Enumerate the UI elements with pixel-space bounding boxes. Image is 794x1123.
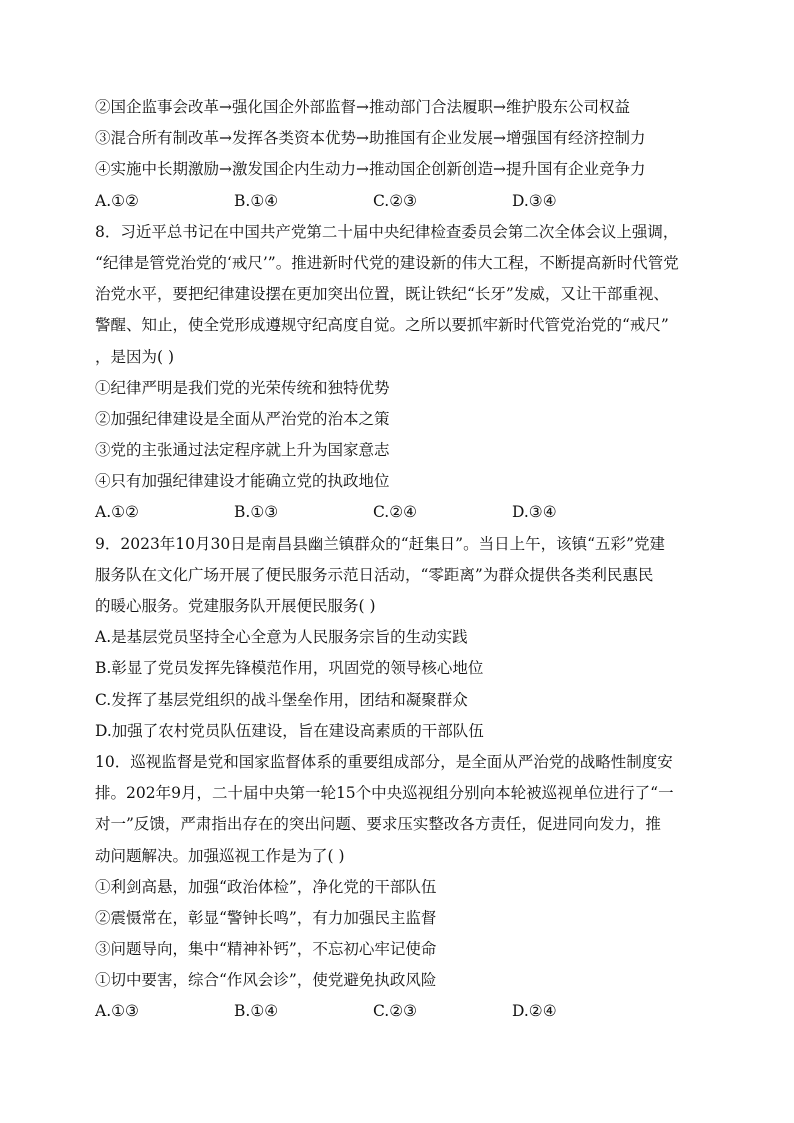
q10-statement-1: ①利剑高悬，加强“政治体检”，净化党的干部队伍	[95, 877, 437, 896]
q10-stem-line-1: 10．巡视监督是党和国家监督体系的重要组成部分，是全面从严治党的战略性制度安	[95, 752, 673, 771]
q8-stem-line-2: “纪律是管党治党的‘戒尺’”。推进新时代党的建设新的伟大工程，不断提高新时代管党	[95, 253, 679, 272]
q7-option-b: B.①④	[234, 191, 279, 210]
q10-option-a: A.①③	[95, 1002, 139, 1021]
q8-statement-2: ②加强纪律建设是全面从严治党的治本之策	[95, 409, 390, 428]
q9-stem-line-2: 服务队在文化广场开展了便民服务示范日活动，“零距离”为群众提供各类利民惠民	[95, 565, 654, 584]
q10-option-d: D.②④	[512, 1002, 557, 1021]
q9-choice-c: C.发挥了基层党组织的战斗堡垒作用，团结和凝聚群众	[95, 690, 468, 709]
q7-option-c: C.②③	[373, 191, 418, 210]
q8-statement-1: ①纪律严明是我们党的光荣传统和独特优势	[95, 378, 390, 397]
q8-option-b: B.①③	[234, 503, 279, 522]
q8-stem-line-5: ，是因为( )	[95, 347, 175, 366]
q10-stem-line-4: 动问题解决。加强巡视工作是为了( )	[95, 846, 345, 865]
q7-option-d: D.③④	[512, 191, 557, 210]
q8-option-d: D.③④	[512, 503, 557, 522]
q10-options	[95, 996, 705, 1027]
q8-options	[95, 497, 705, 528]
q10-statement-3: ③问题导向，集中“精神补钙”，不忘初心牢记使命	[95, 940, 437, 959]
q9-choice-a: A.是基层党员坚持全心全意为人民服务宗旨的生动实践	[95, 628, 468, 647]
q10-stem-line-2: 排。202年9月，二十届中央第一轮15个中央巡视组分别向本轮被巡视单位进行了“一	[95, 784, 674, 803]
q8-stem-line-3: 治党水平，要把纪律建设摆在更加突出位置，既让铁纪“长牙”发威，又让干部重视、	[95, 285, 669, 304]
q9-choice-b: B.彰显了党员发挥先锋模范作用，巩固党的领导核心地位	[95, 659, 484, 678]
q8-statement-4: ④只有加强纪律建设才能确立党的执政地位	[95, 472, 390, 491]
q9-choice-d: D.加强了农村党员队伍建设，旨在建设高素质的干部队伍	[95, 721, 484, 740]
q7-option-a: A.①②	[95, 191, 139, 210]
q10-statement-4: ①切中要害，综合“作风会诊”，使党避免执政风险	[95, 971, 437, 990]
q10-option-b: B.①④	[234, 1002, 279, 1021]
q8-stem-line-1: 8．习近平总书记在中国共产党第二十届中央纪律检查委员会第二次全体会议上强调，	[95, 222, 679, 241]
q8-option-c: C.②④	[373, 503, 418, 522]
q10-option-c: C.②③	[373, 1002, 418, 1021]
q9-stem-line-3: 的暖心服务。党建服务队开展便民服务( )	[95, 597, 376, 615]
q10-stem-line-3: 对一”反馈，严肃指出存在的突出问题、要求压实整改各方责任，促进同向发力，推	[95, 815, 661, 834]
q8-stem-line-4: 警醒、知止，使全党形成遵规守纪高度自觉。之所以要抓牢新时代管党治党的“戒尺”	[95, 316, 669, 335]
q7-statement-3: ③混合所有制改革→发挥各类资本优势→助推国有企业发展→增强国有经济控制力	[95, 129, 646, 148]
q8-statement-3: ③党的主张通过法定程序就上升为国家意志	[95, 441, 390, 460]
q10-statement-2: ②震慑常在，彰显“警钟长鸣”，有力加强民主监督	[95, 908, 437, 927]
q7-options	[95, 186, 705, 217]
exam-page	[95, 92, 705, 1028]
q7-statement-2: ②国企监事会改革→强化国企外部监督→推动部门合法履职→维护股东公司权益	[95, 98, 630, 116]
q9-stem-line-1: 9．2023年10月30日是南昌县幽兰镇群众的“赶集日”。当日上午，该镇“五彩”党建	[95, 534, 665, 553]
q8-option-a: A.①②	[95, 503, 139, 522]
q7-statement-4: ④实施中长期激励→激发国企内生动力→推动国企创新创造→提升国有企业竞争力	[95, 160, 646, 179]
